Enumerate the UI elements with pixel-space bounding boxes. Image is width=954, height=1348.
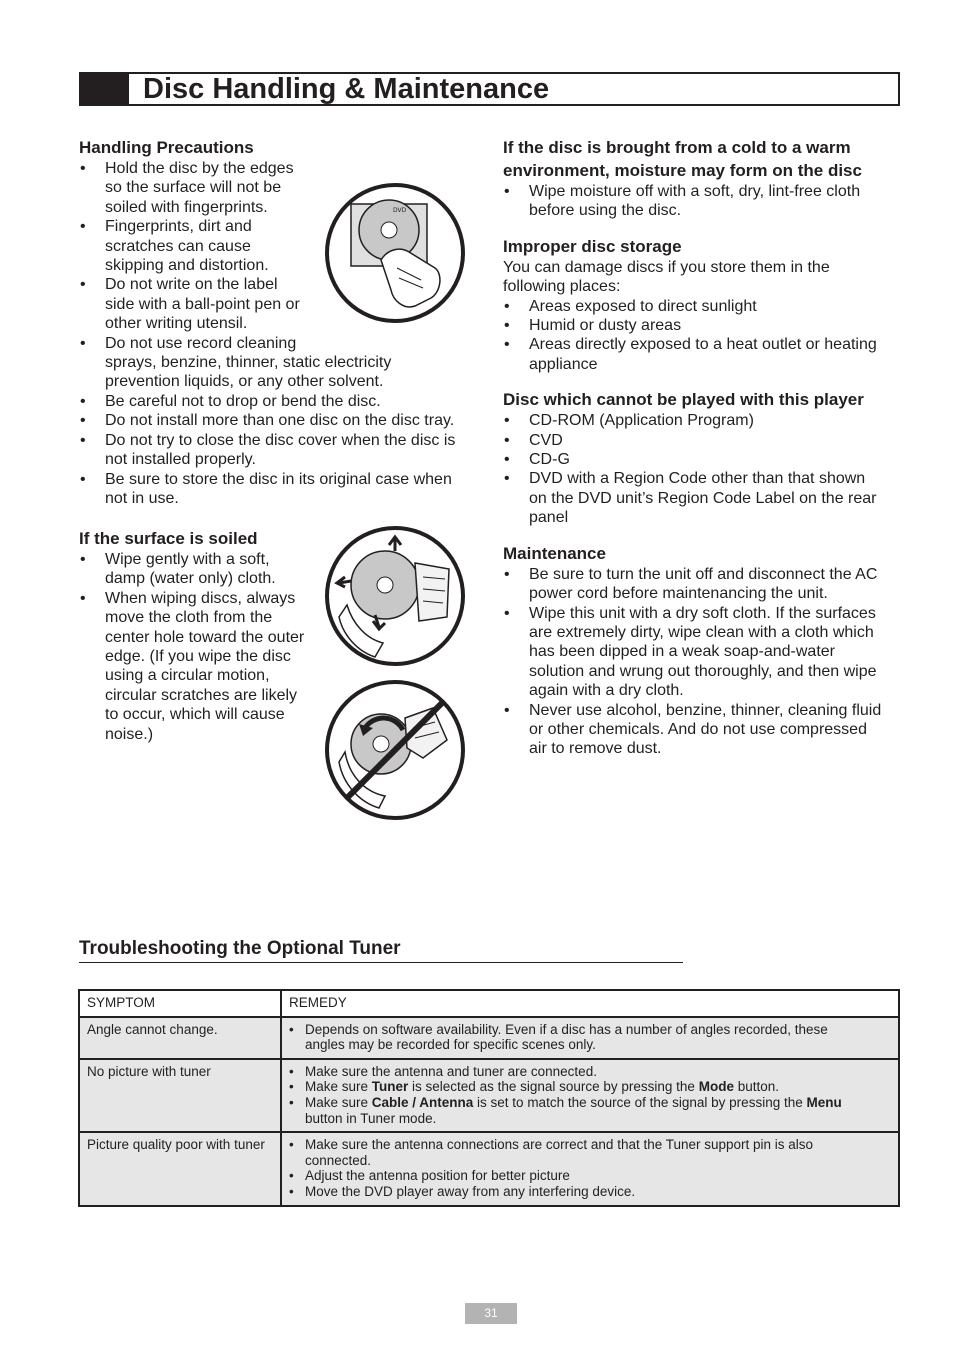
cannot-play-list <box>503 411 903 527</box>
remedy-column-header: REMEDY <box>281 990 899 1017</box>
soiled-section <box>79 527 324 744</box>
cannot-play-heading: Disc which cannot be played with this player <box>503 390 864 410</box>
remedy-cell <box>281 1132 899 1205</box>
soiled-item: • When wiping discs, always move the cloth from the center hole toward the outer edge. (If you wipe the disc using a circular motion, circular scratches are likely to occur, which will cause noise.) <box>79 589 324 744</box>
remedy-cell <box>281 1017 899 1059</box>
emphasis-text: Cable / Antenna <box>371 1094 474 1110</box>
emphasis-text: Menu <box>806 1094 842 1110</box>
emphasis-text: Tuner <box>371 1079 409 1095</box>
handling-item: • Do not try to close the disc cover when the disc is not installed properly. <box>79 431 479 470</box>
storage-item: • Humid or dusty areas <box>503 316 903 335</box>
maintenance-heading: Maintenance <box>503 543 606 563</box>
wipe-outward-icon <box>323 525 469 667</box>
page-number: 31 <box>465 1303 517 1324</box>
handling-item: • Do not write on the label side with a ball-point pen or other writing utensil. <box>79 275 479 333</box>
maintenance-item: • Never use alcohol, benzine, thinner, cleaning fluid or other chemicals. And do not use compressed air to remove dust. <box>503 701 903 759</box>
tuner-table-body <box>79 1017 899 1206</box>
right-column <box>503 136 903 759</box>
storage-intro: You can damage discs if you store them in the following places: <box>503 258 830 296</box>
hand-holding-disc-icon <box>323 182 469 324</box>
handling-item: • Fingerprints, dirt and scratches can cause skipping and distortion. <box>79 217 479 275</box>
handling-item: • Be careful not to drop or bend the disc. <box>79 392 479 411</box>
cannot-play-item: • DVD with a Region Code other than that shown on the DVD unit’s Region Code Label on the rear panel <box>503 469 903 527</box>
symptom-cell: No picture with tuner <box>79 1059 281 1132</box>
soiled-heading: If the surface is soiled <box>79 529 258 548</box>
table-row <box>79 1132 899 1205</box>
emphasis-text: Mode <box>698 1079 734 1095</box>
maintenance-item: • Wipe this unit with a dry soft cloth. If the surfaces are extremely dirty, wipe clean with a cloth which has been dipped in a weak soap-and-water solution and wrung out thoroughly, and then wipe again with a dry cloth. <box>503 604 903 701</box>
table-row <box>79 1059 899 1132</box>
remedy-item: • Move the DVD player away from any interfering device. <box>289 1184 891 1200</box>
disc-logo-text: DVD <box>393 207 407 214</box>
table-header-row <box>79 990 899 1017</box>
title-accent-block <box>81 74 129 104</box>
handling-heading: Handling Precautions <box>79 138 254 157</box>
remedy-item: • Make sure the antenna connections are correct and that the Tuner support pin is also connected. <box>289 1137 891 1168</box>
remedy-item: • Make sure Tuner is selected as the signal source by pressing the Mode button. <box>289 1079 891 1095</box>
handling-item: • Be sure to store the disc in its original case when not in use. <box>79 470 479 509</box>
maintenance-item: • Be sure to turn the unit off and disconnect the AC power cord before maintenancing the unit. <box>503 565 903 604</box>
handling-item: • Do not use record cleaning sprays, benzine, thinner, static electricity prevention liquids, or any other solvent. <box>79 334 479 392</box>
maintenance-list <box>503 565 903 759</box>
cannot-play-item: • CVD <box>503 431 903 450</box>
symptom-column-header: SYMPTOM <box>79 990 281 1017</box>
no-circular-wipe-icon <box>323 678 469 822</box>
page-title: Disc Handling & Maintenance <box>143 73 550 105</box>
moisture-list <box>503 182 903 221</box>
cannot-play-item: • CD-G <box>503 450 903 469</box>
moisture-heading: If the disc is brought from a cold to a warm environment, moisture may form on the disc <box>503 138 862 180</box>
storage-item: • Areas exposed to direct sunlight <box>503 297 903 316</box>
cannot-play-item: • CD-ROM (Application Program) <box>503 411 903 430</box>
remedy-item: • Make sure Cable / Antenna is set to match the source of the signal by pressing the Menu button in Tuner mode. <box>289 1095 891 1126</box>
remedy-item: • Adjust the antenna position for better picture <box>289 1168 891 1184</box>
tuner-table <box>78 989 900 1207</box>
soiled-item: • Wipe gently with a soft, damp (water only) cloth. <box>79 550 324 589</box>
tuner-heading: Troubleshooting the Optional Tuner <box>79 937 683 963</box>
storage-list <box>503 297 903 375</box>
symptom-cell: Picture quality poor with tuner <box>79 1132 281 1205</box>
storage-heading: Improper disc storage <box>503 236 682 256</box>
table-row <box>79 1017 899 1059</box>
remedy-item: • Depends on software availability. Even if a disc has a number of angles recorded, these angles may be recorded for specific scenes only. <box>289 1022 891 1053</box>
symptom-cell: Angle cannot change. <box>79 1017 281 1059</box>
storage-item: • Areas directly exposed to a heat outlet or heating appliance <box>503 335 903 374</box>
remedy-item: • Make sure the antenna and tuner are connected. <box>289 1064 891 1080</box>
handling-item: • Do not install more than one disc on the disc tray. <box>79 411 479 430</box>
handling-item: • Hold the disc by the edges so the surface will not be soiled with fingerprints. <box>79 159 479 217</box>
remedy-cell <box>281 1059 899 1132</box>
moisture-item: • Wipe moisture off with a soft, dry, lint-free cloth before using the disc. <box>503 182 903 221</box>
title-bar <box>79 72 900 106</box>
soiled-list <box>79 550 324 744</box>
